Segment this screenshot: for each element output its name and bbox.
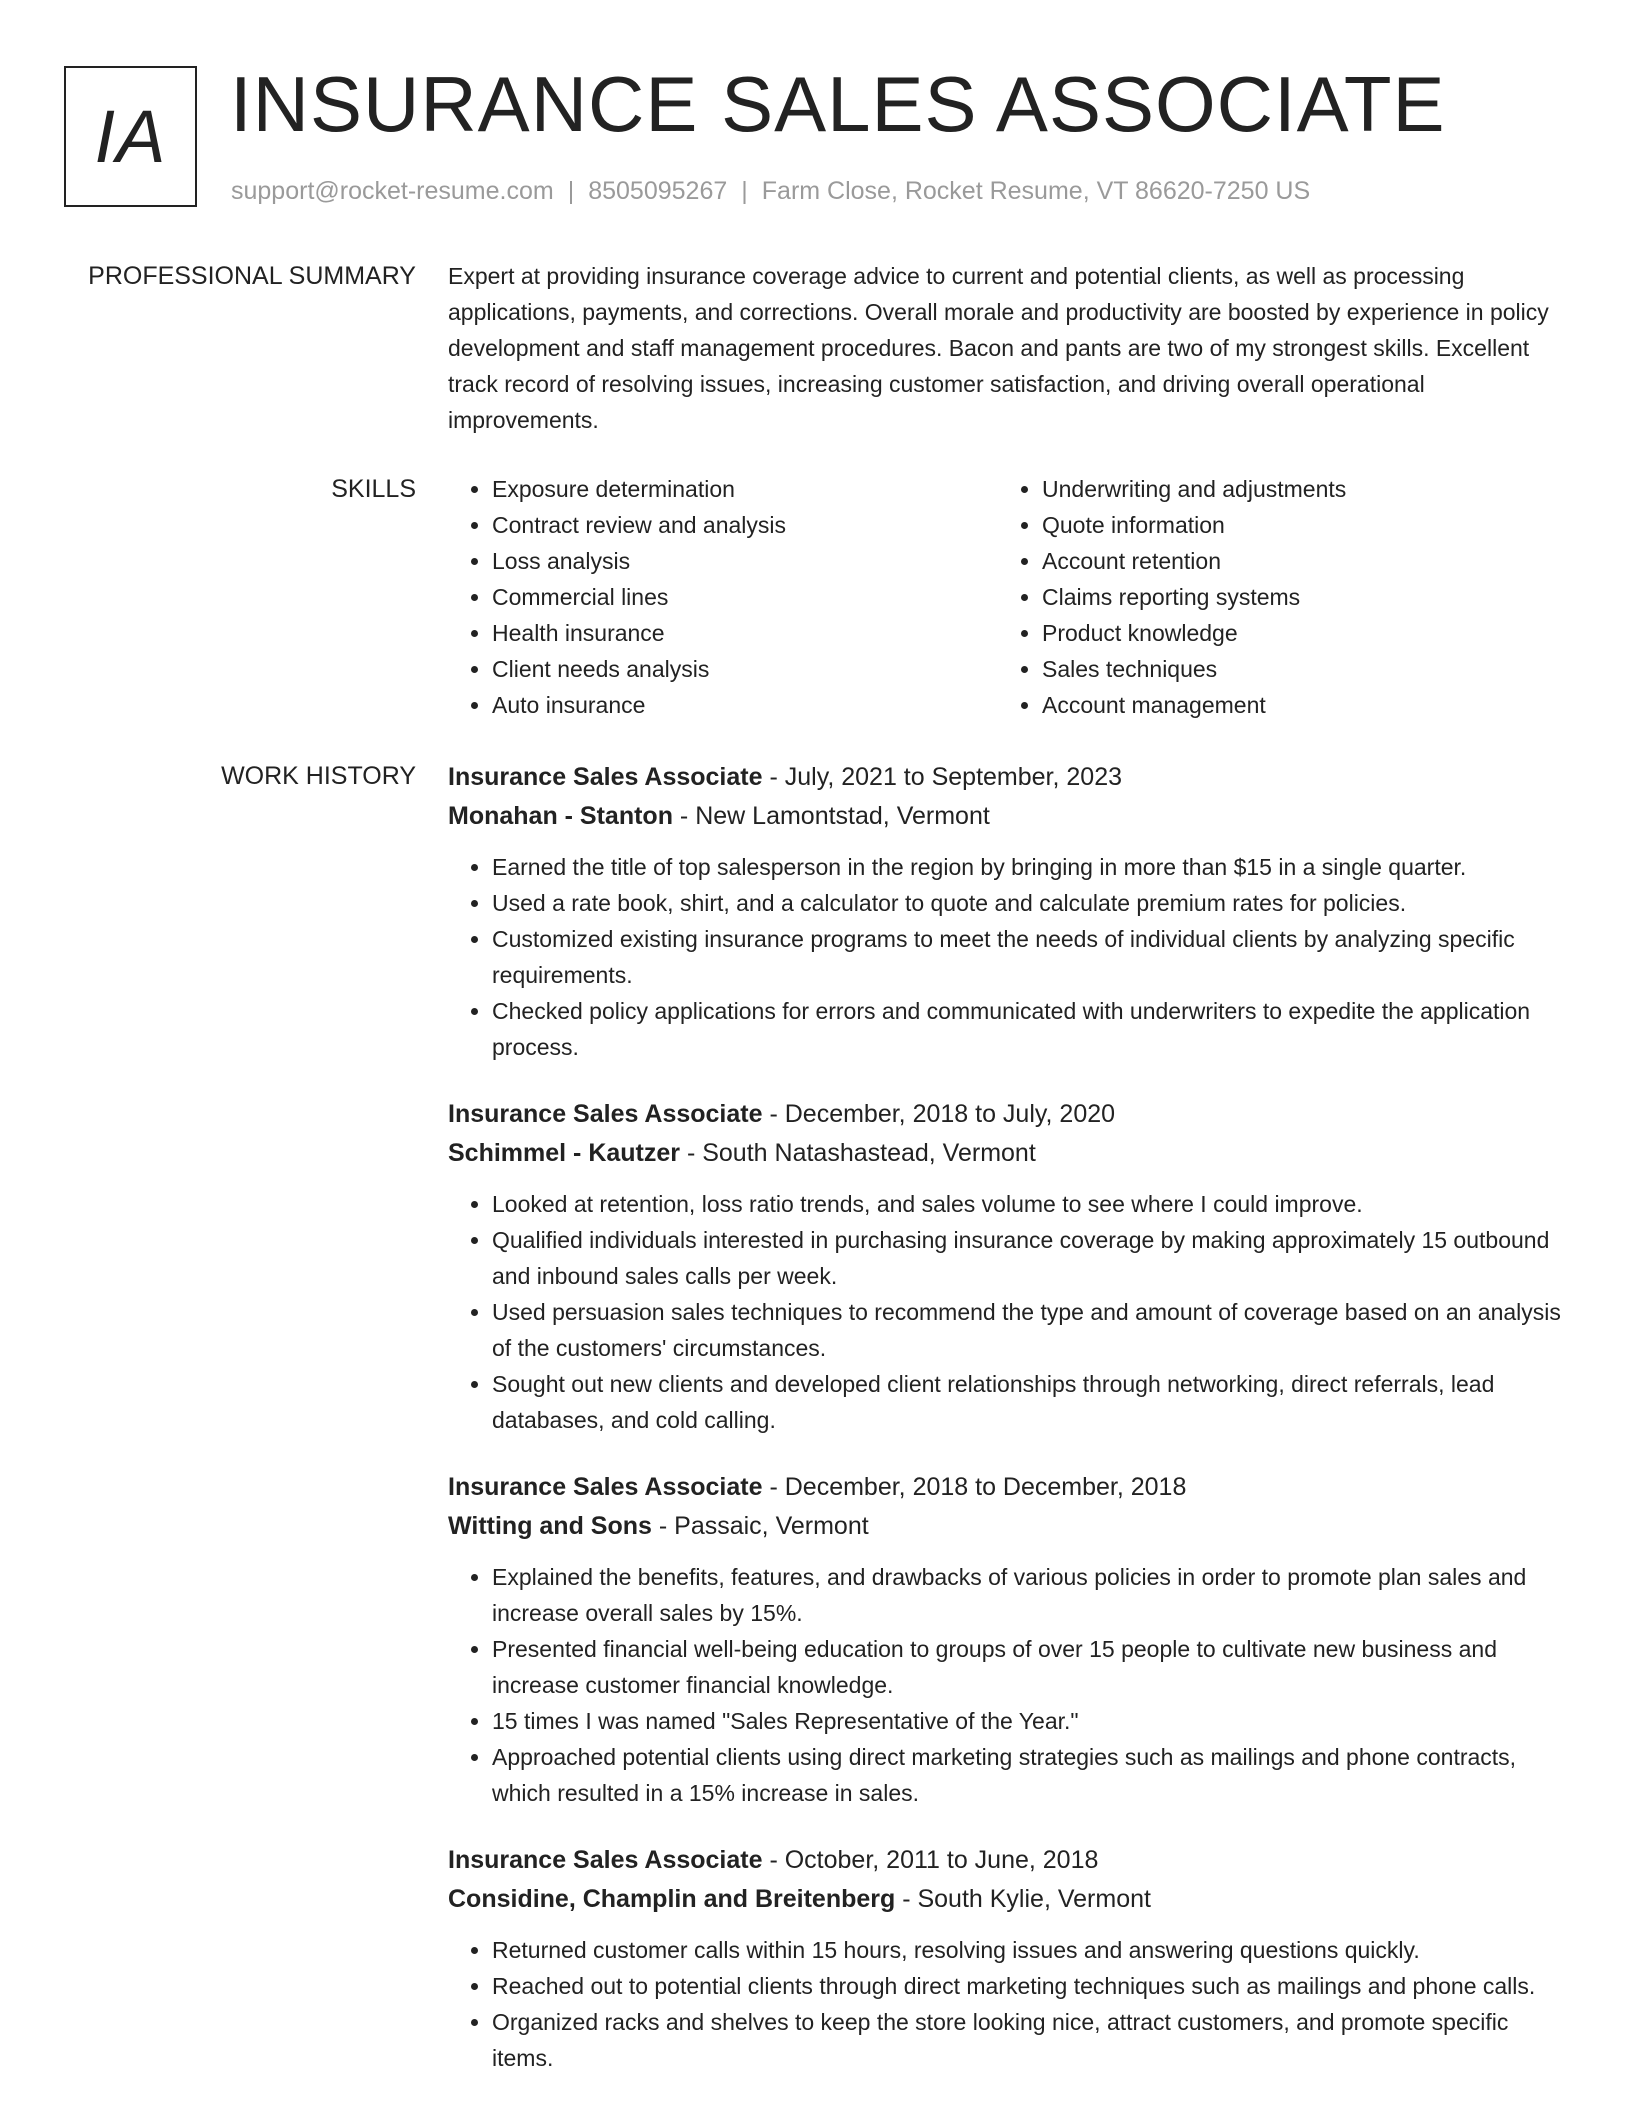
skill-item: • Underwriting and adjustments bbox=[1042, 471, 1548, 507]
job-bullet: • Organized racks and shelves to keep the store looking nice, attract customers, and promote specific items. bbox=[492, 2004, 1568, 2076]
job-location: - Passaic, Vermont bbox=[651, 1512, 869, 1540]
job-bullet: • Customized existing insurance programs to meet the needs of individual clients by analyzing specific requirements. bbox=[492, 921, 1568, 993]
job-bullet: • Explained the benefits, features, and drawbacks of various policies in order to promote plan sales and increase overall sales by 15%. bbox=[492, 1559, 1568, 1631]
job-bullet: • 15 times I was named "Sales Representative of the Year." bbox=[492, 1703, 1568, 1739]
job-company: Monahan - Stanton bbox=[448, 802, 673, 830]
job-dates: - July, 2021 to September, 2023 bbox=[762, 763, 1123, 791]
contact-phone[interactable]: 8505095267 bbox=[588, 177, 728, 205]
job-bullets bbox=[448, 1932, 1568, 2076]
job-dates: - December, 2018 to July, 2020 bbox=[762, 1100, 1116, 1128]
job-company: Schimmel - Kautzer bbox=[448, 1139, 681, 1167]
work-history-heading: WORK HISTORY bbox=[221, 762, 416, 790]
job-company-line bbox=[448, 1880, 1568, 1919]
job-location: - South Kylie, Vermont bbox=[895, 1885, 1151, 1913]
skill-item: • Exposure determination bbox=[492, 471, 998, 507]
monogram-logo: IA bbox=[64, 66, 197, 207]
job-title-line bbox=[448, 1095, 1568, 1134]
skills-list-left bbox=[448, 471, 998, 723]
job-role: Insurance Sales Associate bbox=[448, 763, 763, 791]
skill-item: • Client needs analysis bbox=[492, 651, 998, 687]
job-bullets bbox=[448, 1559, 1568, 1811]
job-bullet: • Earned the title of top salesperson in the region by bringing in more than $15 in a single quarter. bbox=[492, 849, 1568, 885]
job-company-line bbox=[448, 797, 1568, 836]
job-entry bbox=[448, 1095, 1568, 1438]
job-role: Insurance Sales Associate bbox=[448, 1100, 763, 1128]
skills-body bbox=[448, 471, 1568, 723]
job-bullet: • Used persuasion sales techniques to recommend the type and amount of coverage based on an analysis of the customers' circumstances. bbox=[492, 1294, 1568, 1366]
job-title-line bbox=[448, 1468, 1568, 1507]
contact-line bbox=[231, 174, 1310, 208]
skill-item: • Contract review and analysis bbox=[492, 507, 998, 543]
contact-separator: | bbox=[741, 177, 748, 205]
skills-column-right bbox=[998, 471, 1548, 723]
job-title-line bbox=[448, 1841, 1568, 1880]
job-bullet: • Used a rate book, shirt, and a calculator to quote and calculate premium rates for policies. bbox=[492, 885, 1568, 921]
job-location: - South Natashastead, Vermont bbox=[680, 1139, 1036, 1167]
job-role: Insurance Sales Associate bbox=[448, 1846, 763, 1874]
job-company: Considine, Champlin and Breitenberg bbox=[448, 1885, 896, 1913]
skill-item: • Product knowledge bbox=[1042, 615, 1548, 651]
job-bullet: • Checked policy applications for errors and communicated with underwriters to expedite the application process. bbox=[492, 993, 1568, 1065]
job-location: - New Lamontstad, Vermont bbox=[672, 802, 990, 830]
job-bullet: • Reached out to potential clients through direct marketing techniques such as mailings and phone calls. bbox=[492, 1968, 1568, 2004]
skill-item: • Quote information bbox=[1042, 507, 1548, 543]
work-history-body bbox=[448, 758, 1568, 2106]
contact-separator: | bbox=[567, 177, 575, 205]
job-bullet: • Returned customer calls within 15 hours, resolving issues and answering questions quickly. bbox=[492, 1932, 1568, 1968]
contact-email[interactable]: support@rocket-resume.com bbox=[231, 177, 554, 205]
skill-item: • Account management bbox=[1042, 687, 1548, 723]
skill-item: • Auto insurance bbox=[492, 687, 998, 723]
summary-heading: PROFESSIONAL SUMMARY bbox=[88, 262, 416, 290]
job-bullet: • Presented financial well-being education to groups of over 15 people to cultivate new business and increase customer financial knowledge. bbox=[492, 1631, 1568, 1703]
job-bullet: • Approached potential clients using direct marketing strategies such as mailings and phone contracts, which resulted in a 15% increase in sales. bbox=[492, 1739, 1568, 1811]
job-entry bbox=[448, 1841, 1568, 2076]
job-bullet: • Looked at retention, loss ratio trends, and sales volume to see where I could improve. bbox=[492, 1186, 1568, 1222]
contact-address: Farm Close, Rocket Resume, VT 86620-7250 US bbox=[761, 177, 1311, 205]
skill-item: • Commercial lines bbox=[492, 579, 998, 615]
skills-list-right bbox=[998, 471, 1548, 723]
job-title-line bbox=[448, 758, 1568, 797]
job-dates: - December, 2018 to December, 2018 bbox=[762, 1473, 1187, 1501]
candidate-name: INSURANCE SALES ASSOCIATE bbox=[230, 60, 1446, 148]
skills-heading: SKILLS bbox=[331, 475, 416, 503]
job-entry bbox=[448, 758, 1568, 1065]
job-bullets bbox=[448, 849, 1568, 1065]
job-bullet: • Sought out new clients and developed client relationships through networking, direct referrals, lead databases, and cold calling. bbox=[492, 1366, 1568, 1438]
job-company-line bbox=[448, 1134, 1568, 1173]
skill-item: • Account retention bbox=[1042, 543, 1548, 579]
skills-column-left bbox=[448, 471, 998, 723]
job-company-line bbox=[448, 1507, 1568, 1546]
job-bullets bbox=[448, 1186, 1568, 1438]
job-role: Insurance Sales Associate bbox=[448, 1473, 763, 1501]
skill-item: • Claims reporting systems bbox=[1042, 579, 1548, 615]
skill-item: • Health insurance bbox=[492, 615, 998, 651]
job-dates: - October, 2011 to June, 2018 bbox=[762, 1846, 1099, 1874]
skill-item: • Sales techniques bbox=[1042, 651, 1548, 687]
job-company: Witting and Sons bbox=[448, 1512, 652, 1540]
summary-text: Expert at providing insurance coverage advice to current and potential clients, as well as processing applications, payments, and corrections. Overall morale and productivity are boosted by experience in policy development and staff management procedures. Bacon and pants are two of my strongest skills. Excellent track record of resolving issues, increasing customer satisfaction, and driving overall operational improvements. bbox=[448, 263, 1549, 433]
job-entry bbox=[448, 1468, 1568, 1811]
summary-body bbox=[448, 258, 1568, 438]
skill-item: • Loss analysis bbox=[492, 543, 998, 579]
job-bullet: • Qualified individuals interested in purchasing insurance coverage by making approximately 15 outbound and inbound sales calls per week. bbox=[492, 1222, 1568, 1294]
